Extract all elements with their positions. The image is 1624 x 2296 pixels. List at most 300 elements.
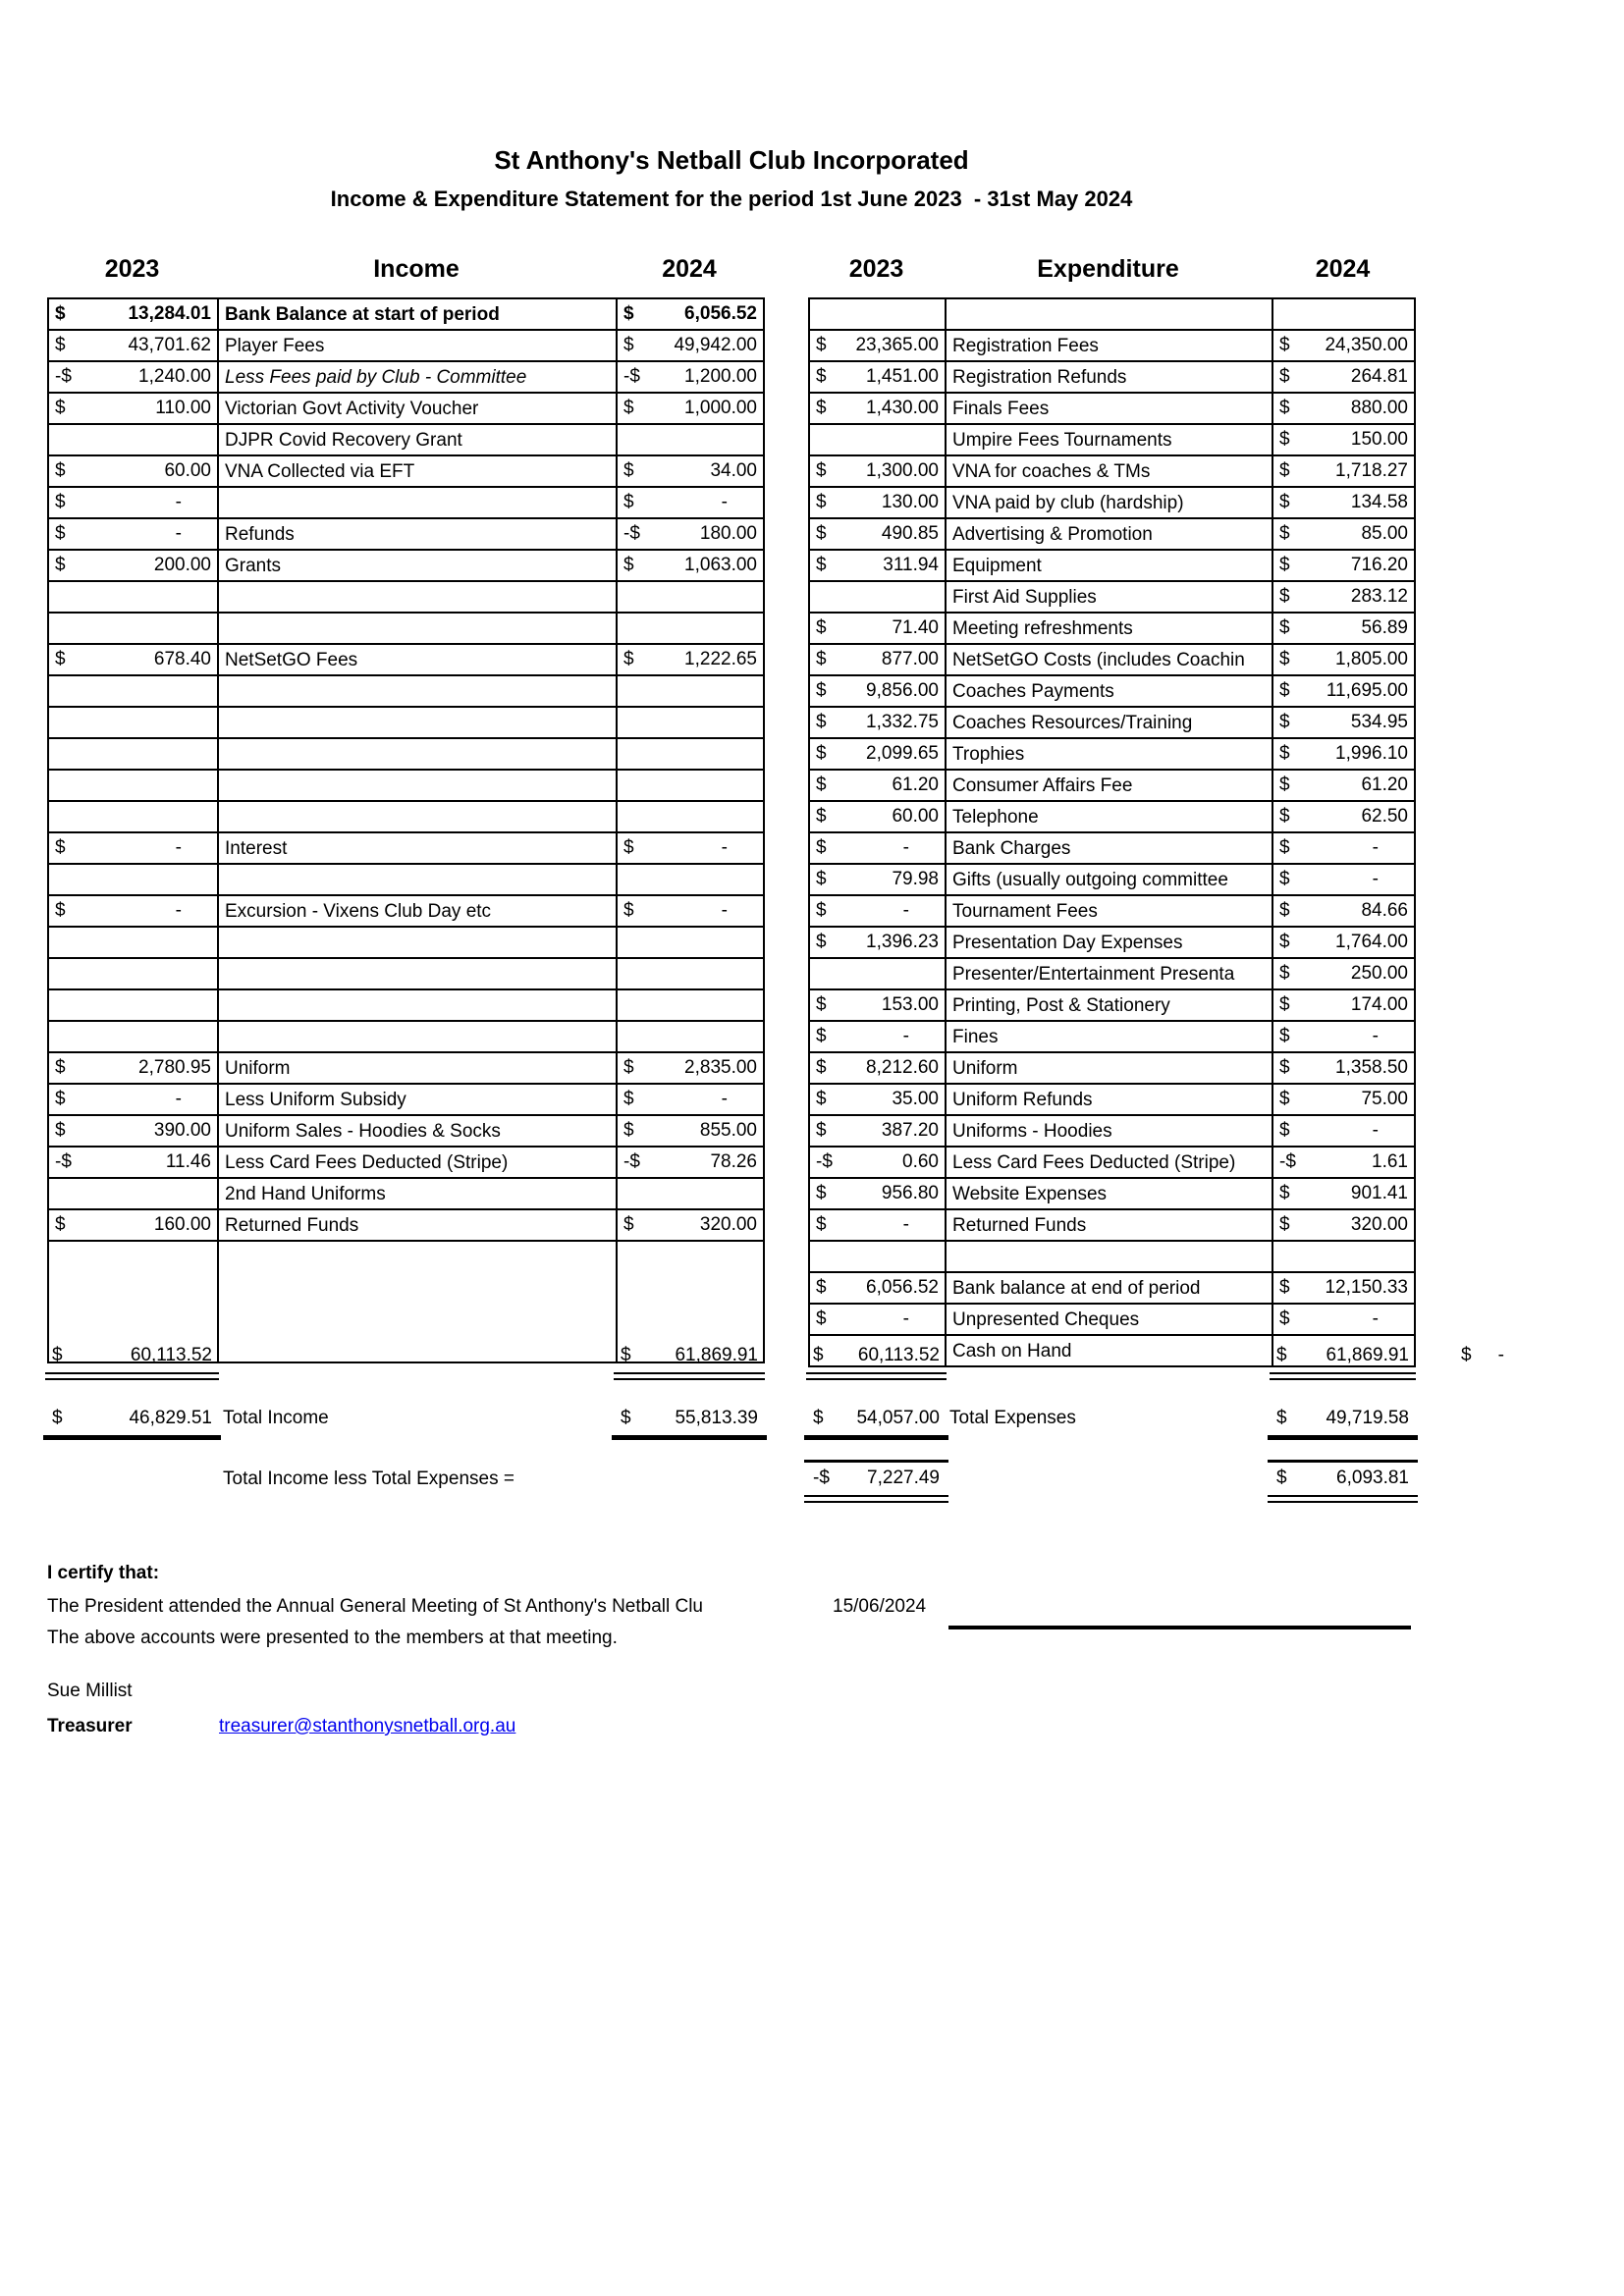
table-row [809,989,1415,1021]
total-expenses-label: Total Expenses [949,1408,1076,1428]
currency-sign: $ [623,460,634,481]
description-cell: NetSetGO Fees [218,644,617,675]
currency-sign: $ [55,1214,66,1235]
amount: 320.00 [1350,1214,1408,1235]
currency-sign: $ [816,774,827,795]
amount-2023-cell [48,1084,218,1115]
currency-sign: $ [816,1057,827,1078]
amount-2023-cell [809,1209,946,1241]
amount-2023-cell [48,1021,218,1052]
expenditure-section-header: Expenditure [1037,255,1179,283]
currency-sign: $ [816,806,827,827]
currency-sign: $ [816,366,827,387]
amount-2024-cell [617,707,764,738]
amount: 11.46 [165,1151,211,1172]
table-row [48,1178,764,1209]
table-row [809,958,1415,989]
amount-2024-cell [617,581,764,613]
amount-2023-cell [48,393,218,424]
currency-sign: $ [1279,429,1290,450]
amount: - [721,492,728,512]
currency-sign: $ [1279,1057,1290,1078]
amount: 2,835.00 [684,1057,757,1078]
amount: - [721,1089,728,1109]
table-row [809,330,1415,361]
amount-2023-cell [48,1209,218,1241]
table-row [809,895,1415,927]
description-cell: Finals Fees [946,393,1272,424]
amount-2024-cell [1272,770,1415,801]
description-cell [218,613,617,644]
table-row [48,1115,764,1147]
amount: 61,869.91 [1326,1345,1409,1365]
amount-2024-cell [617,613,764,644]
amount-2023-cell [809,1115,946,1147]
amount: 8,212.60 [866,1057,939,1078]
amount: 534.95 [1350,712,1408,732]
description-cell: NetSetGO Costs (includes Coachin [946,644,1272,675]
amount-2023-cell [48,1147,218,1178]
amount-2024-cell [617,361,764,393]
table-row [809,927,1415,958]
currency-sign: $ [623,555,634,575]
amount-2023-cell [48,1178,218,1209]
amount: 7,227.49 [867,1468,940,1488]
currency-sign: -$ [1279,1151,1296,1172]
table-row [809,298,1415,330]
table-row [809,393,1415,424]
table-row [48,550,764,581]
table-row [48,770,764,801]
thick-underline [804,1435,948,1440]
table-row [809,1304,1415,1335]
amount: 62.50 [1361,806,1408,827]
amount-2023-cell [48,895,218,927]
amount-2024-cell [1272,1115,1415,1147]
amount: 134.58 [1350,492,1408,512]
amount-2024-cell [617,738,764,770]
amount-2024-cell [1272,1209,1415,1241]
currency-sign: $ [816,712,827,732]
amount: 12,150.33 [1325,1277,1408,1298]
table-row [48,518,764,550]
amount-2024-cell [617,644,764,675]
amount-2023-cell [48,738,218,770]
amount-2024-cell [1272,455,1415,487]
amount-2024-cell [1272,330,1415,361]
currency-sign: $ [816,1183,827,1203]
amount: - [175,1089,182,1109]
currency-sign: $ [55,523,66,544]
amount: 1,396.23 [866,932,939,952]
amount-2024-cell [617,487,764,518]
description-cell: Coaches Payments [946,675,1272,707]
amount-2024-cell [617,1021,764,1052]
amount-2023-cell [809,738,946,770]
amount-2023-cell [48,989,218,1021]
description-cell: Gifts (usually outgoing committee [946,864,1272,895]
table-row [48,1052,764,1084]
currency-sign: $ [1279,680,1290,701]
currency-sign: $ [1279,994,1290,1015]
amount: 855.00 [699,1120,757,1141]
currency-sign: $ [816,492,827,512]
amount-2024-cell [617,801,764,832]
currency-sign: $ [1279,806,1290,827]
description-cell: Uniforms - Hoodies [946,1115,1272,1147]
amount-2024-cell [1272,487,1415,518]
amount-2024-cell [617,1147,764,1178]
amount-2023-cell [809,644,946,675]
currency-sign: $ [1279,1120,1290,1141]
table-row [809,1021,1415,1052]
currency-sign: $ [55,460,66,481]
amount-2024-cell [617,927,764,958]
amount-2023-cell [48,770,218,801]
amount-2024-cell [1272,613,1415,644]
amount-2024-cell [617,1084,764,1115]
description-cell: DJPR Covid Recovery Grant [218,424,617,455]
amount-2023-cell [809,455,946,487]
amount: 49,719.58 [1326,1408,1409,1428]
income-year-2023-header: 2023 [104,255,160,283]
amount-2023-cell [809,770,946,801]
amount-2023-cell [809,801,946,832]
amount: 1,000.00 [684,398,757,418]
currency-sign: $ [623,492,634,512]
expenditure-year-2023-header: 2023 [848,255,904,283]
amount-2023-cell [809,550,946,581]
amount-2024-cell [1272,801,1415,832]
description-cell: Registration Fees [946,330,1272,361]
currency-sign: $ [1279,586,1290,607]
currency-sign: $ [623,398,634,418]
amount: 320.00 [699,1214,757,1235]
amount-2023-cell [809,424,946,455]
currency-sign: $ [1279,523,1290,544]
currency-sign: $ [55,1057,66,1078]
treasurer-email-link[interactable]: treasurer@stanthonysnetball.org.au [219,1716,516,1736]
amount-2023-cell [809,1052,946,1084]
amount-2023-cell [809,298,946,330]
currency-sign: $ [816,1120,827,1141]
amount: 55,813.39 [675,1408,758,1428]
amount: 61.20 [892,774,939,795]
amount-2024-cell [617,895,764,927]
amount-2023-cell [48,707,218,738]
expenditure-subtotal-2023 [808,1343,945,1368]
amount: 311.94 [883,555,939,575]
description-cell: Unpresented Cheques [946,1304,1272,1335]
description-cell: VNA paid by club (hardship) [946,487,1272,518]
amount: 1,451.00 [866,366,939,387]
table-row [809,864,1415,895]
signatory-name: Sue Millist [47,1681,133,1701]
amount-2024-cell [1272,1021,1415,1052]
amount: 84.66 [1361,900,1408,921]
amount-2023-cell [809,613,946,644]
description-cell [946,1241,1272,1272]
amount-2023-cell [48,832,218,864]
description-cell: Presentation Day Expenses [946,927,1272,958]
table-row [48,958,764,989]
amount-2023-cell [809,707,946,738]
description-cell: Presenter/Entertainment Presenta [946,958,1272,989]
total-expenses-2024 [1272,1406,1414,1431]
signature-line [948,1626,1411,1629]
amount: 160.00 [153,1214,211,1235]
amount-2024-cell [617,424,764,455]
currency-sign: $ [1461,1345,1472,1365]
table-row [809,1209,1415,1241]
currency-sign: $ [816,335,827,355]
currency-sign: $ [1279,1214,1290,1235]
amount-2023-cell [48,864,218,895]
description-cell [218,1241,617,1362]
description-cell [946,298,1272,330]
amount: 390.00 [153,1120,211,1141]
currency-sign: $ [623,1057,634,1078]
currency-sign: $ [1276,1408,1287,1428]
currency-sign: -$ [623,523,640,544]
amount: 2,099.65 [866,743,939,764]
amount-2023-cell [809,1084,946,1115]
amount: 75.00 [1361,1089,1408,1109]
currency-sign: $ [55,1120,66,1141]
currency-sign: $ [1279,869,1290,889]
amount-2023-cell [48,550,218,581]
table-row [809,738,1415,770]
table-row [809,455,1415,487]
table-row [48,989,764,1021]
table-row [48,832,764,864]
amount: 23,365.00 [855,335,939,355]
description-cell: Bank Charges [946,832,1272,864]
description-cell [218,738,617,770]
currency-sign: $ [1279,932,1290,952]
amount-2023-cell [809,675,946,707]
description-cell: Interest [218,832,617,864]
description-cell [218,675,617,707]
total-income-2023 [47,1406,217,1431]
amount: - [721,900,728,921]
amount: 877.00 [881,649,939,669]
income-subtotal-2023 [47,1343,217,1368]
description-cell: VNA Collected via EFT [218,455,617,487]
amount-2024-cell [617,330,764,361]
amount-2023-cell [48,613,218,644]
total-expenses-2023 [808,1406,945,1431]
currency-sign: $ [55,1089,66,1109]
expenditure-table [808,297,1416,1367]
description-cell: Tournament Fees [946,895,1272,927]
amount-2023-cell [809,487,946,518]
amount: 1,996.10 [1335,743,1408,764]
amount: - [175,900,182,921]
thick-underline [1268,1435,1418,1440]
amount-2024-cell [1272,864,1415,895]
table-row [48,707,764,738]
description-cell: Equipment [946,550,1272,581]
amount: 6,093.81 [1336,1468,1409,1488]
amount: - [1372,1026,1379,1046]
table-row [809,1272,1415,1304]
amount-2023-cell [809,958,946,989]
meeting-date: 15/06/2024 [833,1596,927,1617]
amount: 490.85 [881,523,939,544]
currency-sign: $ [55,555,66,575]
amount: 9,856.00 [866,680,939,701]
table-row [48,424,764,455]
amount: 54,057.00 [856,1408,940,1428]
amount-2023-cell [809,361,946,393]
amount-2023-cell [809,1147,946,1178]
currency-sign: $ [52,1345,63,1365]
currency-sign: $ [816,1026,827,1046]
amount: 2,780.95 [138,1057,211,1078]
amount-2023-cell [48,801,218,832]
table-row [809,1052,1415,1084]
description-cell: Less Card Fees Deducted (Stripe) [218,1147,617,1178]
description-cell: Website Expenses [946,1178,1272,1209]
amount: 1,805.00 [1335,649,1408,669]
amount: 6,056.52 [684,303,757,324]
amount-2023-cell [809,864,946,895]
description-cell: 2nd Hand Uniforms [218,1178,617,1209]
currency-sign: $ [55,398,66,418]
amount-2023-cell [809,1021,946,1052]
table-row [809,1241,1415,1272]
income-year-2024-header: 2024 [662,255,717,283]
currency-sign: $ [623,1214,634,1235]
amount: 60,113.52 [857,1345,940,1365]
currency-sign: $ [55,900,66,921]
double-underline [614,1372,765,1380]
currency-sign: $ [1279,492,1290,512]
table-row [809,1115,1415,1147]
description-cell [218,1021,617,1052]
amount: 13,284.01 [128,303,211,324]
currency-sign: $ [55,303,66,324]
amount-2024-cell [617,1052,764,1084]
currency-sign: $ [816,900,827,921]
amount-2023-cell [48,487,218,518]
description-cell: Telephone [946,801,1272,832]
description-cell: Player Fees [218,330,617,361]
description-cell: Bank Balance at start of period [218,298,617,330]
amount: 250.00 [1350,963,1408,984]
table-row [48,801,764,832]
description-cell: Meeting refreshments [946,613,1272,644]
table-row [48,927,764,958]
table-row [48,393,764,424]
amount-2024-cell [617,832,764,864]
amount-2023-cell [48,518,218,550]
amount-2024-cell [1272,298,1415,330]
double-underline [1270,1372,1416,1380]
currency-sign: $ [1279,1183,1290,1203]
amount: - [1372,1308,1379,1329]
amount: 46,829.51 [129,1408,212,1428]
table-row [809,361,1415,393]
amount-2024-cell [1272,1052,1415,1084]
currency-sign: $ [1279,555,1290,575]
amount: - [721,837,728,858]
currency-sign: $ [55,492,66,512]
amount: 174.00 [1350,994,1408,1015]
description-cell: Uniform Refunds [946,1084,1272,1115]
amount-2024-cell [1272,518,1415,550]
amount: 110.00 [155,398,211,418]
currency-sign: -$ [55,1151,72,1172]
amount-2023-cell [48,581,218,613]
table-row [48,613,764,644]
double-underline [804,1495,948,1503]
certify-line-1: The President attended the Annual General Meeting of St Anthony's Netball Clu [47,1596,703,1617]
currency-sign: $ [1279,617,1290,638]
table-row [48,644,764,675]
overline [804,1460,948,1463]
description-cell: Refunds [218,518,617,550]
table-row [48,1209,764,1241]
certify-line-2: The above accounts were presented to the members at that meeting. [47,1628,618,1648]
amount: 43,701.62 [128,335,211,355]
table-row [809,1178,1415,1209]
description-cell: Less Card Fees Deducted (Stripe) [946,1147,1272,1178]
currency-sign: $ [621,1345,631,1365]
page-subtitle: Income & Expenditure Statement for the period 1st June 2023 - 31st May 2024 [330,187,1133,211]
amount-2024-cell [1272,989,1415,1021]
description-cell: Cash on Hand [946,1335,1272,1366]
amount: 78.26 [710,1151,757,1172]
currency-sign: $ [1279,1277,1290,1298]
currency-sign: $ [1279,712,1290,732]
table-row [48,581,764,613]
table-row [48,675,764,707]
description-cell [218,989,617,1021]
amount: 180.00 [699,523,757,544]
amount-2023-cell [48,958,218,989]
amount-2023-cell [809,330,946,361]
table-row [48,487,764,518]
amount: - [902,1308,909,1329]
currency-sign: $ [816,398,827,418]
description-cell: Less Uniform Subsidy [218,1084,617,1115]
amount: 1,300.00 [866,460,939,481]
table-row [48,330,764,361]
amount-2024-cell [1272,675,1415,707]
currency-sign: $ [1279,900,1290,921]
currency-sign: $ [1279,460,1290,481]
amount-2024-cell [1272,707,1415,738]
amount: 1,063.00 [684,555,757,575]
amount: 880.00 [1350,398,1408,418]
amount-2024-cell [617,298,764,330]
amount: 60.00 [164,460,211,481]
currency-sign: $ [816,523,827,544]
thick-underline [43,1435,221,1440]
amount: - [175,492,182,512]
amount-2023-cell [48,455,218,487]
amount-2023-cell [48,330,218,361]
stray-zero-cell [1456,1343,1539,1368]
table-row [809,770,1415,801]
amount: - [1372,1120,1379,1141]
amount: - [175,837,182,858]
currency-sign: $ [816,1277,827,1298]
description-cell: Grants [218,550,617,581]
description-cell: Registration Refunds [946,361,1272,393]
